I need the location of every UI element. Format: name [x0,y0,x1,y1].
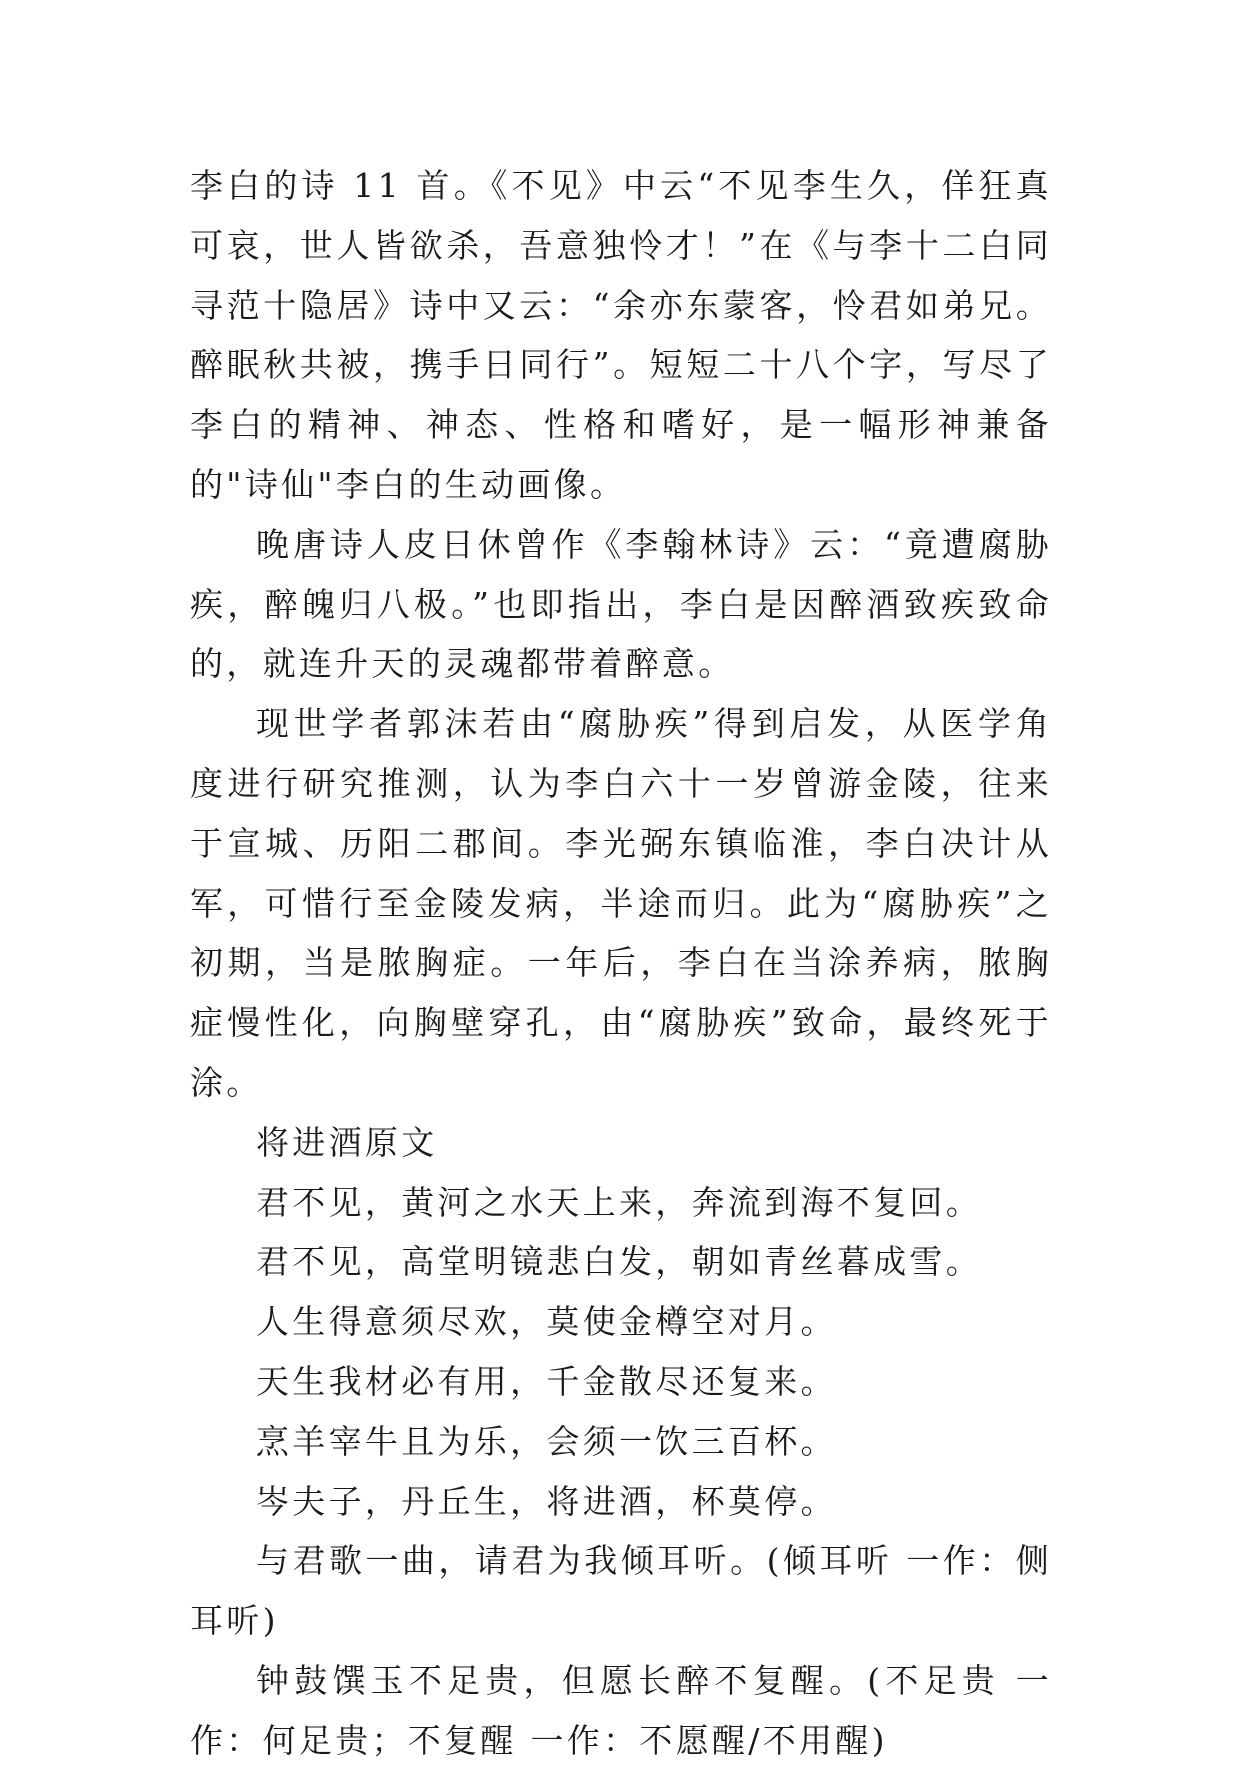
poem-line: 岑夫子，丹丘生，将进酒，杯莫停。 [256,1481,837,1521]
poem-line: 君不见，高堂明镜悲白发，朝如青丝暮成雪。 [256,1242,982,1282]
poem-line: 君不见，黄河之水天上来，奔流到海不复回。 [256,1182,982,1222]
poem-line: 烹羊宰牛且为乐，会须一饮三百杯。 [256,1421,837,1461]
paragraph-pirixiu: 晚唐诗人皮日休曾作《李翰林诗》云：“竟遭腐胁疾，醉魄归八极。”也即指出，李白是因醉酒致疾致命的，就连升天的灵魂都带着醉意。 [190,524,1052,684]
poem-heading: 将进酒原文 [256,1122,438,1162]
poem-line: 钟鼓馔玉不足贵，但愿长醉不复醒。(不足贵 一作：何足贵；不复醒 一作：不愿醒/不用醒) [190,1660,1052,1760]
poem-line: 与君歌一曲，请君为我倾耳听。(倾耳听 一作：侧耳听) [190,1541,1052,1641]
paragraph-libai-poems: 李白的诗 11 首。《不见》中云“不见李生久，佯狂真可哀，世人皆欲杀，吾意独怜才！”在《与李十二白同寻范十隐居》诗中又云：“余亦东蒙客，怜君如弟兄。醉眠秋共被，携手日同行”。短短二十八个字，写尽了李白的精神、神态、性格和嗜好，是一幅形神兼备的"诗仙"李白的生动画像。 [190,166,1052,504]
poem-line: 人生得意须尽欢，莫使金樽空对月。 [256,1302,837,1342]
poem-line: 天生我材必有用，千金散尽还复来。 [256,1361,837,1401]
paragraph-guomoruo: 现世学者郭沫若由“腐胁疾”得到启发，从医学角度进行研究推测，认为李白六十一岁曾游金陵，往来于宣城、历阳二郡间。李光弼东镇临淮，李白决计从军，可惜行至金陵发病，半途而归。此为“腐胁疾”之初期，当是脓胸症。一年后，李白在当涂养病，脓胸症慢性化，向胸壁穿孔，由“腐胁疾”致命，最终死于涂。 [190,704,1052,1102]
document-body [190,156,1052,1771]
